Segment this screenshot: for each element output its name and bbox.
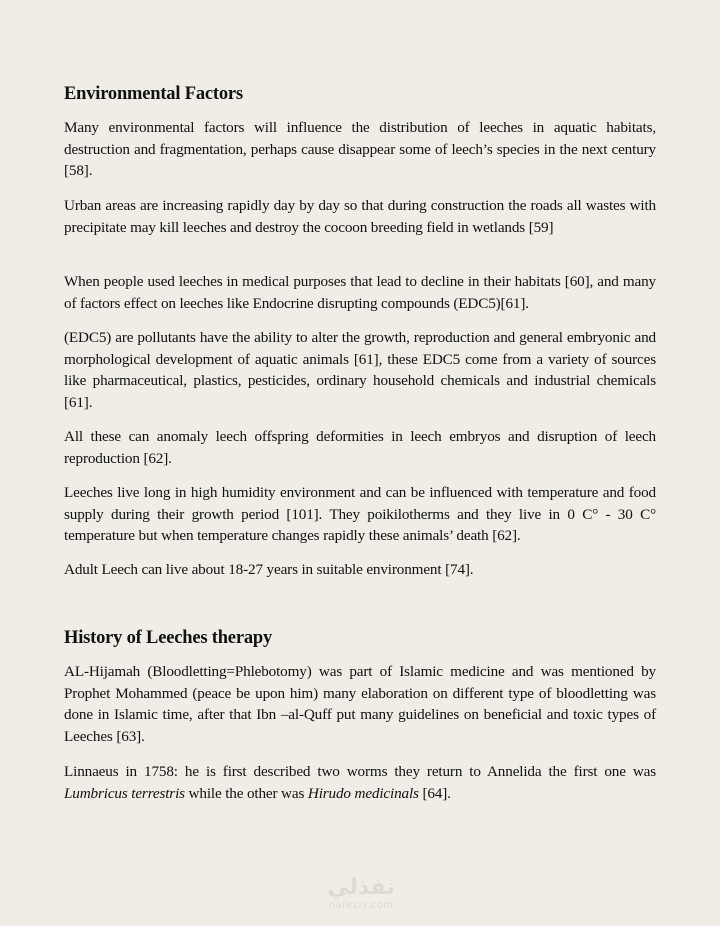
species-name: Lumbricus terrestris: [64, 784, 185, 802]
section-heading-environmental-factors: Environmental Factors: [64, 84, 243, 104]
section-heading-history-of-leeches-therapy: History of Leeches therapy: [64, 628, 273, 648]
paragraph: When people used leeches in medical purposes that lead to decline in their habitats [60], and many of factors effect on leeches like Endocrine disrupting compounds (EDC5)[61].: [64, 273, 656, 312]
text-run: Linnaeus in 1758: he is first described two worms they return to Annelida the first one was: [64, 763, 656, 780]
paragraph: Adult Leech can live about 18-27 years in suitable environment [74].: [64, 561, 474, 578]
paragraph-linnaeus: [64, 761, 656, 804]
species-name: Hirudo medicinals: [307, 784, 419, 802]
paragraph: (EDC5) are pollutants have the ability to alter the growth, reproduction and general embryonic and morphological development of aquatic animals [61], these EDC5 come from a variety of sources like pharmaceutical, plastics, pesticides, ordinary household chemicals and industrial chemicals [61].: [64, 329, 656, 411]
paragraph: Leeches live long in high humidity environment and can be influenced with temperature and food supply during their growth period [101]. They poikilotherms and they live in 0 C° - 30 C° temperature but when temperature changes rapidly these animals’ death [62].: [64, 484, 656, 545]
paragraph: AL-Hijamah (Bloodletting=Phlebotomy) was part of Islamic medicine and was mentioned by Prophet Mohammed (peace be upon him) many elaboration on different type of bloodletting was done in Islamic time, after that Ibn –al-Quff put many guidelines on beneficial and toxic types of Leeches [63].: [64, 663, 656, 745]
watermark-arabic-text: نفذلي: [327, 875, 395, 900]
watermark-latin-text: nafezly.com: [328, 900, 394, 911]
text-run: [64].: [418, 784, 451, 802]
paragraph: All these can anomaly leech offspring deformities in leech embryos and disruption of leech reproduction [62].: [64, 428, 656, 467]
paragraph: Many environmental factors will influence the distribution of leeches in aquatic habitats, destruction and fragmentation, perhaps cause disappear some of leech’s species in the next century [58].: [64, 119, 656, 180]
paragraph: Urban areas are increasing rapidly day by day so that during construction the roads all wastes with precipitate may kill leeches and destroy the cocoon breeding field in wetlands [59]: [64, 197, 656, 236]
watermark-logo: [316, 876, 406, 912]
text-run: while the other was: [184, 784, 308, 802]
